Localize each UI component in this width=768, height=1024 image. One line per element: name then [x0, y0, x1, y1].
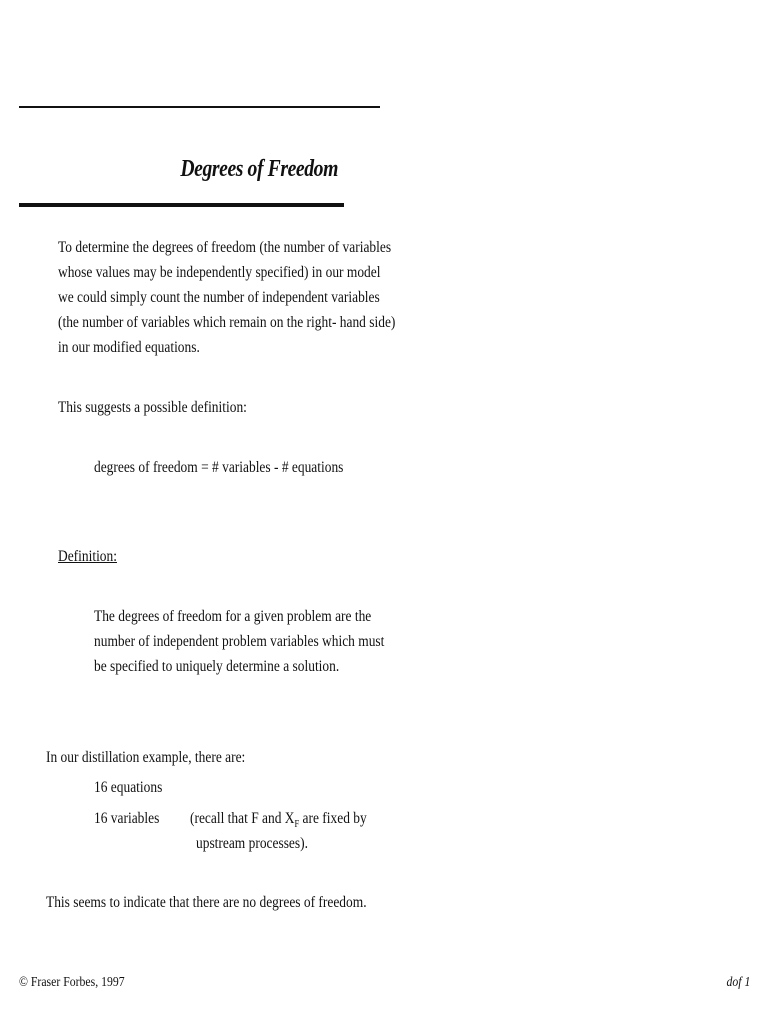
copyright-footer: © Fraser Forbes, 1997 [19, 975, 125, 990]
dof-formula: degrees of freedom = # variables - # equations [94, 459, 344, 476]
recall-note-suffix: are fixed by [299, 810, 367, 827]
intro-line: (the number of variables which remain on the right- hand side) [58, 314, 396, 331]
recall-note-continued: upstream processes). [196, 835, 308, 852]
title-underline-rule [19, 203, 344, 207]
variable-count: 16 variables [94, 810, 160, 827]
definition-label: Definition: [58, 548, 117, 565]
intro-line: in our modified equations. [58, 339, 200, 356]
recall-note [190, 806, 367, 831]
equation-count: 16 equations [94, 779, 163, 796]
recall-note-subscript: F [294, 819, 300, 831]
definition-text [94, 604, 384, 679]
page-title: Degrees of Freedom [180, 156, 338, 182]
top-rule [19, 106, 380, 108]
recall-note-prefix: (recall that F and X [190, 810, 295, 827]
intro-line: To determine the degrees of freedom (the number of variables [58, 239, 392, 256]
example-intro: In our distillation example, there are: [46, 749, 246, 766]
page-number: dof 1 [726, 975, 750, 990]
intro-paragraph [58, 235, 395, 360]
intro-line: whose values may be independently specified) in our model [58, 264, 381, 281]
definition-line: be specified to uniquely determine a solution. [94, 658, 340, 675]
definition-line: The degrees of freedom for a given problem are the [94, 608, 372, 625]
conclusion-text: This seems to indicate that there are no degrees of freedom. [46, 894, 367, 911]
definition-line: number of independent problem variables which must [94, 633, 385, 650]
intro-line: we could simply count the number of independent variables [58, 289, 380, 306]
suggestion-text: This suggests a possible definition: [58, 399, 247, 416]
